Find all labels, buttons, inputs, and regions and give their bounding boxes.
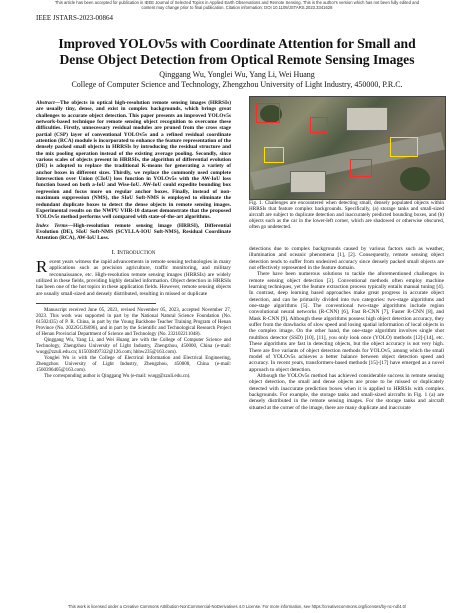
paper-title	[30, 36, 444, 68]
publication-notice-line-1: This article has been accepted for publication in IEEE Journal of Selected Topics in Applied Earth Observations and Remote Sensing. This is the author's version which has not been fully edited and	[54, 0, 420, 5]
figure-detection-box	[264, 147, 284, 163]
abstract-text: —The objects in optical high-resolution remote sensing images (HRRSIs) are usually tiny, dense, and exist in complex backgrounds, which brings great challenges to accurate object detection. This paper presents an improved YOLOv5s network-based technique for remote sensing object recognition to overcome these difficulties. Firstly, unnecessary residual modules are pruned from the cross stage partial (CSP) layer of conventional YOLOv5s and a refined residual coordinate attention (RCA) module is incorporated to enhance the feature representation of the densely packed small objects in HRRSIs by introducing the residual structure and the mix pooling operation instead of the existing average pooling. Secondly, since various scales of objects present in HRRSIs, the algorithm of differential evolution (DE) is adopted to replace the traditional K-means for generating a variety of anchor boxes in different sizes. Thirdly, we replace the commonly used complete Intersection over Union (CIoU) loss function in YOLOv5s with the AW-IoU loss function based on both a-IoU and Wise-IoU. AW-IoU could expedite bounding box regression and focus more on regular anchor boxes. Finally, instead of non-maximum suppression (NMS), the SIoU Soft-NMS is employed to eliminate the redundant duplicate boxes to detect the dense objects in remote sensing images. Experimental results on the NWPU VHR-10 dataset demonstrate that the proposed YOLOv5s method performs well compared with state-of-the-art algorithms.	[36, 100, 231, 221]
footnote-manuscript: Manuscript received June 05, 2023, revised November 05, 2023, accepted November 27, 2023. This work was supported in part by the National Natural Science Foundation (No. 61502435) of P. R. China, in part by the Young Backbone Teacher Training Program of Henan Province (No. 2022GGJS096), and in part by the Scientific and Technological Research Project of Henan Provincial Department of Science and Technology (No. 232102211048).	[36, 307, 231, 337]
index-terms-text: —High-resolution remote sensing image (HRRSI), Differential Evolution (DE), SIoU Soft-NMS (SCYLLA-IOU Soft-NMS), Residual Coordinate Attention (RCA), AW-IoU Loss.	[36, 222, 231, 242]
figure-detection-box	[310, 117, 328, 133]
right-paragraph-3: Although the YOLOv5s method has achieved considerable success in remote sensing object detection, the small and dense objects are prone to be missed or duplicately detected with inaccurate prediction boxes when it is applied to HRRSIs with complex backgrounds. For example, the storage tanks and small-sized aircrafts in Fig. 1 (a) are densely distributed in the remote sensing images. For the storage tanks and aircraft situated at the corner of the image, there are many duplicate and inaccurate	[249, 372, 444, 411]
figure-detection-box	[350, 159, 372, 177]
left-column	[36, 100, 231, 380]
section-heading-introduction: I. Introduction	[111, 248, 156, 256]
figure-building	[290, 171, 326, 193]
figure-1-image	[249, 96, 446, 200]
intro-paragraph-text: ecent years witness the rapid advancements in remote sensing technologies in many applications such as precision agriculture, traffic monitoring, and military reconnaissance, etc. High-resolution remote sensing images (HRRSIs) are widely utilized in these fields, providing highly detailed information. Object detection in HRRSIs has been one of the hot topics in these application fields. However, remote sensing objects are usually small-sized and densely distributed, resulting in missed or duplicate	[36, 258, 231, 297]
right-column	[249, 246, 444, 411]
figure-caption: Fig. 1. Challenges are encountered when detecting small, densely populated objects within HRRSIs that feature complex backgrounds. Specifically, (a) storage tanks and small-sized aircraft are subject to duplicate detection and inaccurately predicted bounding boxes, and (b) objects such as the car in the lower-left corner, which are shadowed or otherwise obscured, often go undetected.	[249, 200, 444, 231]
right-paragraph-2: There have been numerous solutions to tackle the aforementioned challenges in remote sensing object detection [3]. Conventional methods often employ machine learning techniques, yet the feature extraction process typically entails manual tuning [4]. In contrast, deep learning based approaches make great progress in accurate object detection, and can be primarily divided into two categories: two-stage algorithms and one-stage algorithms [5]. The conventional two-stage algorithms include region convolutional neural networks (R-CNN) [6], Fast R-CNN [7], Faster R-CNN [8], and Mask R-CNN [9]. Although these algorithms possess high object detection accuracy, they suffer from the drawbacks of slow speed and losing spatial information of local objects in the complex image. On the other hand, the one-stage algorithm involves single shot multibox detector (SSD) [10], [11], you only look once (YOLO) methods [12]-[14], etc. These algorithms are fast in detecting objects, but the object accuracy is not very high. There are five variants of object detection methods for YOLOv5, among which the small model of YOLOv5s achieves a better balance between object detection speed and accuracy. In recent years, transformers-based methods [15]-[17] have emerged as a novel approach to object detection.	[249, 271, 444, 373]
footnote-corresponding: The corresponding author is Qinggang Wu (e-mail: wuqg@zzuli.edu.cn).	[44, 373, 191, 379]
journal-id: IEEE JSTARS-2023-00864	[36, 14, 114, 22]
paper-title-line-1: Improved YOLOv5s with Coordinate Attention for Small and	[58, 36, 416, 51]
author-list: Qinggang Wu, Yonglei Wu, Yang Li, Wei Huang	[159, 70, 315, 79]
figure-detection-box	[256, 103, 280, 123]
license-footer: This work is licensed under a Creative Commons Attribution-NonCommercial-NoDerivatives 4.0 License. For more information, see https://creativecommons.org/licenses/by-nc-nd/4.0/	[67, 604, 407, 609]
publication-notice-line-2: content may change prior to final publication. Citation information: DOI 10.1109/JSTARS.2023.3341628	[141, 5, 333, 11]
footnote-authors-2: Yonglei Wu is with the College of Electrical Information and Electrical Engineering, Zhengzhou University of Light Industry, Zhengzhou, 450000, China (e-mail: 1560396405@163.com).	[36, 355, 231, 373]
footnote-divider	[36, 303, 156, 304]
abstract-label: Abstract	[36, 100, 55, 106]
affiliation: College of Computer Science and Technology, Zhengzhou University of Light Industry, 450000, P.R.C.	[71, 80, 403, 89]
right-paragraph-1: detections due to complex backgrounds caused by various factors such as weather, illumination and oceanic phenomena [1], [2]. Consequently, remote sensing object detection tends to suffer from undesired accuracy since densely packed small objects are not effectively represented in the feature domain.	[249, 246, 444, 272]
figure-detection-box	[390, 137, 418, 157]
intro-paragraph	[36, 256, 231, 297]
index-terms	[36, 223, 231, 242]
footnote-authors-1: Qinggang Wu, Yang Li, and Wei Huang are with the College of Computer Science and Technology, Zhengzhou University of Light Industry, Zhengzhou, 450000, China (e-mail: wuqg@zzuli.edu.cn; li15038497332@126.com; hhhw235@163.com).	[36, 337, 231, 355]
drop-cap: R	[36, 256, 48, 276]
figure-tree	[400, 167, 430, 191]
index-terms-label: Index Terms	[36, 222, 68, 229]
figure-building	[346, 107, 388, 131]
paper-title-line-2: Dense Object Detection from Optical Remote Sensing Images	[59, 52, 415, 67]
abstract	[36, 100, 231, 221]
